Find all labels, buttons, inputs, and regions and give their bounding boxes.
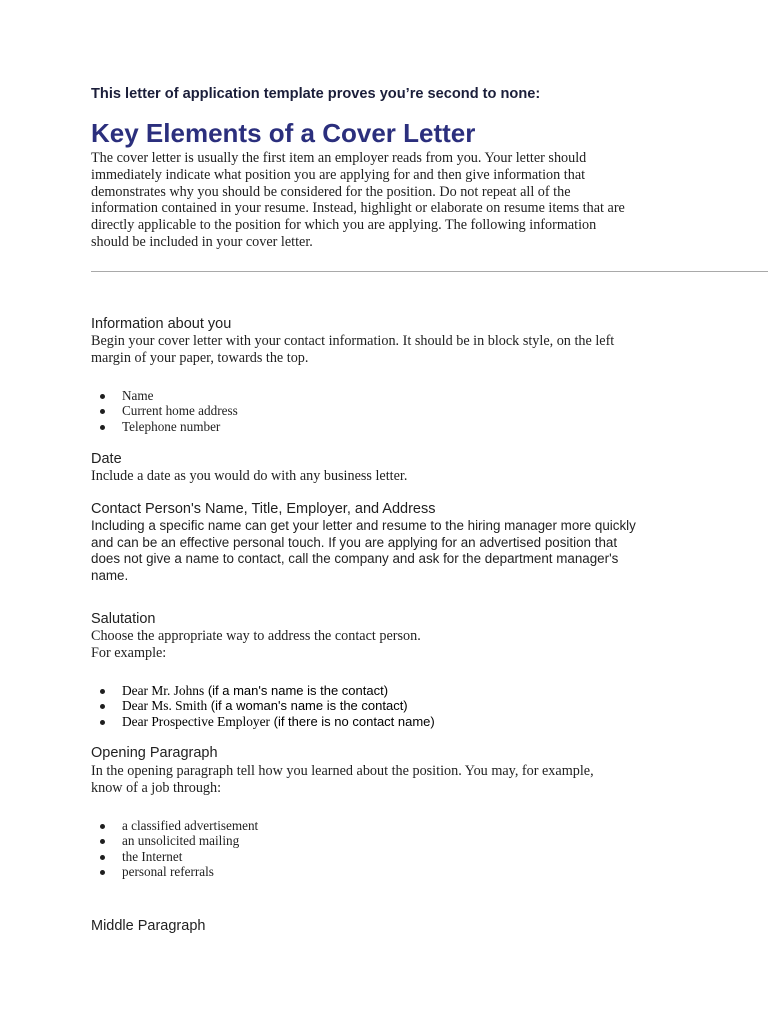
bullet-icon xyxy=(100,704,105,709)
bullet-icon xyxy=(100,425,105,430)
horizontal-divider xyxy=(91,271,768,272)
section-heading-date: Date xyxy=(91,451,122,467)
paragraph-line: does not give a name to contact, call the company and ask for the department manager's xyxy=(91,551,619,566)
paragraph-line: demonstrates why you should be considered for the position. Do not repeat all of the xyxy=(91,183,571,200)
paragraph-line: know of a job through: xyxy=(91,779,222,796)
paragraph-line: Including a specific name can get your letter and resume to the hiring manager more quickly xyxy=(91,518,636,533)
list-item xyxy=(91,849,258,864)
section-text-date xyxy=(91,468,407,485)
paragraph-line: The cover letter is usually the first item an employer reads from you. Your letter should xyxy=(91,150,587,166)
list-item-text: Name xyxy=(122,388,154,403)
section-text-opening-paragraph xyxy=(91,763,594,797)
list-item xyxy=(91,683,435,698)
list-item-text: an unsolicited mailing xyxy=(122,833,240,849)
salutation-note: (if a man's name is the contact) xyxy=(204,683,389,698)
list-item-text: personal referrals xyxy=(122,863,214,879)
list-item xyxy=(91,403,238,418)
paragraph-line: In the opening paragraph tell how you learned about the position. You may, for example, xyxy=(91,763,594,779)
section-heading-information-about-you: Information about you xyxy=(91,316,232,332)
paragraph-line: directly applicable to the position for which you are applying. The following information xyxy=(91,217,597,234)
salutation-note: (if a woman's name is the contact) xyxy=(207,698,408,714)
list-item xyxy=(91,698,435,713)
salutation-greeting: Dear Ms. Smith xyxy=(122,698,208,714)
salutation-greeting: Dear Mr. Johns xyxy=(122,683,205,698)
intro-line: This letter of application template proves you’re second to none: xyxy=(91,86,541,102)
paragraph-line: immediately indicate what position you are applying for and then give information that xyxy=(91,166,586,183)
paragraph-line: Include a date as you would do with any business letter. xyxy=(91,468,408,484)
page-title: Key Elements of a Cover Letter xyxy=(91,118,476,148)
paragraph-line: Choose the appropriate way to address the contact person. xyxy=(91,628,421,644)
list-item-text: a classified advertisement xyxy=(122,818,259,833)
paragraph-line: and can be an effective personal touch. If you are applying for an advertised position that xyxy=(91,534,618,550)
bullet-icon xyxy=(100,689,105,694)
list-item xyxy=(91,388,238,403)
bullet-icon xyxy=(100,855,105,860)
list-item xyxy=(91,714,435,729)
list-item xyxy=(91,419,238,434)
salutation-note: (if there is no contact name) xyxy=(270,713,435,729)
list-item xyxy=(91,833,258,848)
bullet-icon xyxy=(100,839,105,844)
salutation-greeting: Dear Prospective Employer xyxy=(122,713,270,729)
section-heading-salutation: Salutation xyxy=(91,611,156,627)
bullet-icon xyxy=(100,824,105,829)
section-text-contact-person xyxy=(91,518,636,584)
paragraph-line: margin of your paper, towards the top. xyxy=(91,349,309,366)
bullet-icon xyxy=(100,394,105,399)
intro-paragraph xyxy=(91,150,625,251)
paragraph-line: Begin your cover letter with your contact information. It should be in block style, on the left xyxy=(91,333,615,349)
list-item xyxy=(91,818,258,833)
section-heading-middle-paragraph: Middle Paragraph xyxy=(91,918,206,934)
section-text-salutation xyxy=(91,628,421,662)
bullet-icon xyxy=(100,720,105,725)
list-item xyxy=(91,864,258,879)
bullet-icon xyxy=(100,870,105,875)
job-source-list xyxy=(91,818,258,879)
bullet-icon xyxy=(100,409,105,414)
section-heading-opening-paragraph: Opening Paragraph xyxy=(91,745,218,761)
contact-info-list xyxy=(91,388,238,434)
salutation-list xyxy=(91,683,435,729)
list-item-text: Telephone number xyxy=(122,418,221,434)
section-heading-contact-person: Contact Person's Name, Title, Employer, and Address xyxy=(91,501,436,517)
list-item-text: Current home address xyxy=(122,403,238,419)
paragraph-line: information contained in your resume. Instead, highlight or elaborate on resume items that are xyxy=(91,200,625,217)
paragraph-line: should be included in your cover letter. xyxy=(91,233,313,250)
paragraph-line: For example: xyxy=(91,644,167,661)
paragraph-line: name. xyxy=(91,567,129,583)
section-text-information-about-you xyxy=(91,333,614,367)
list-item-text: the Internet xyxy=(122,848,183,864)
